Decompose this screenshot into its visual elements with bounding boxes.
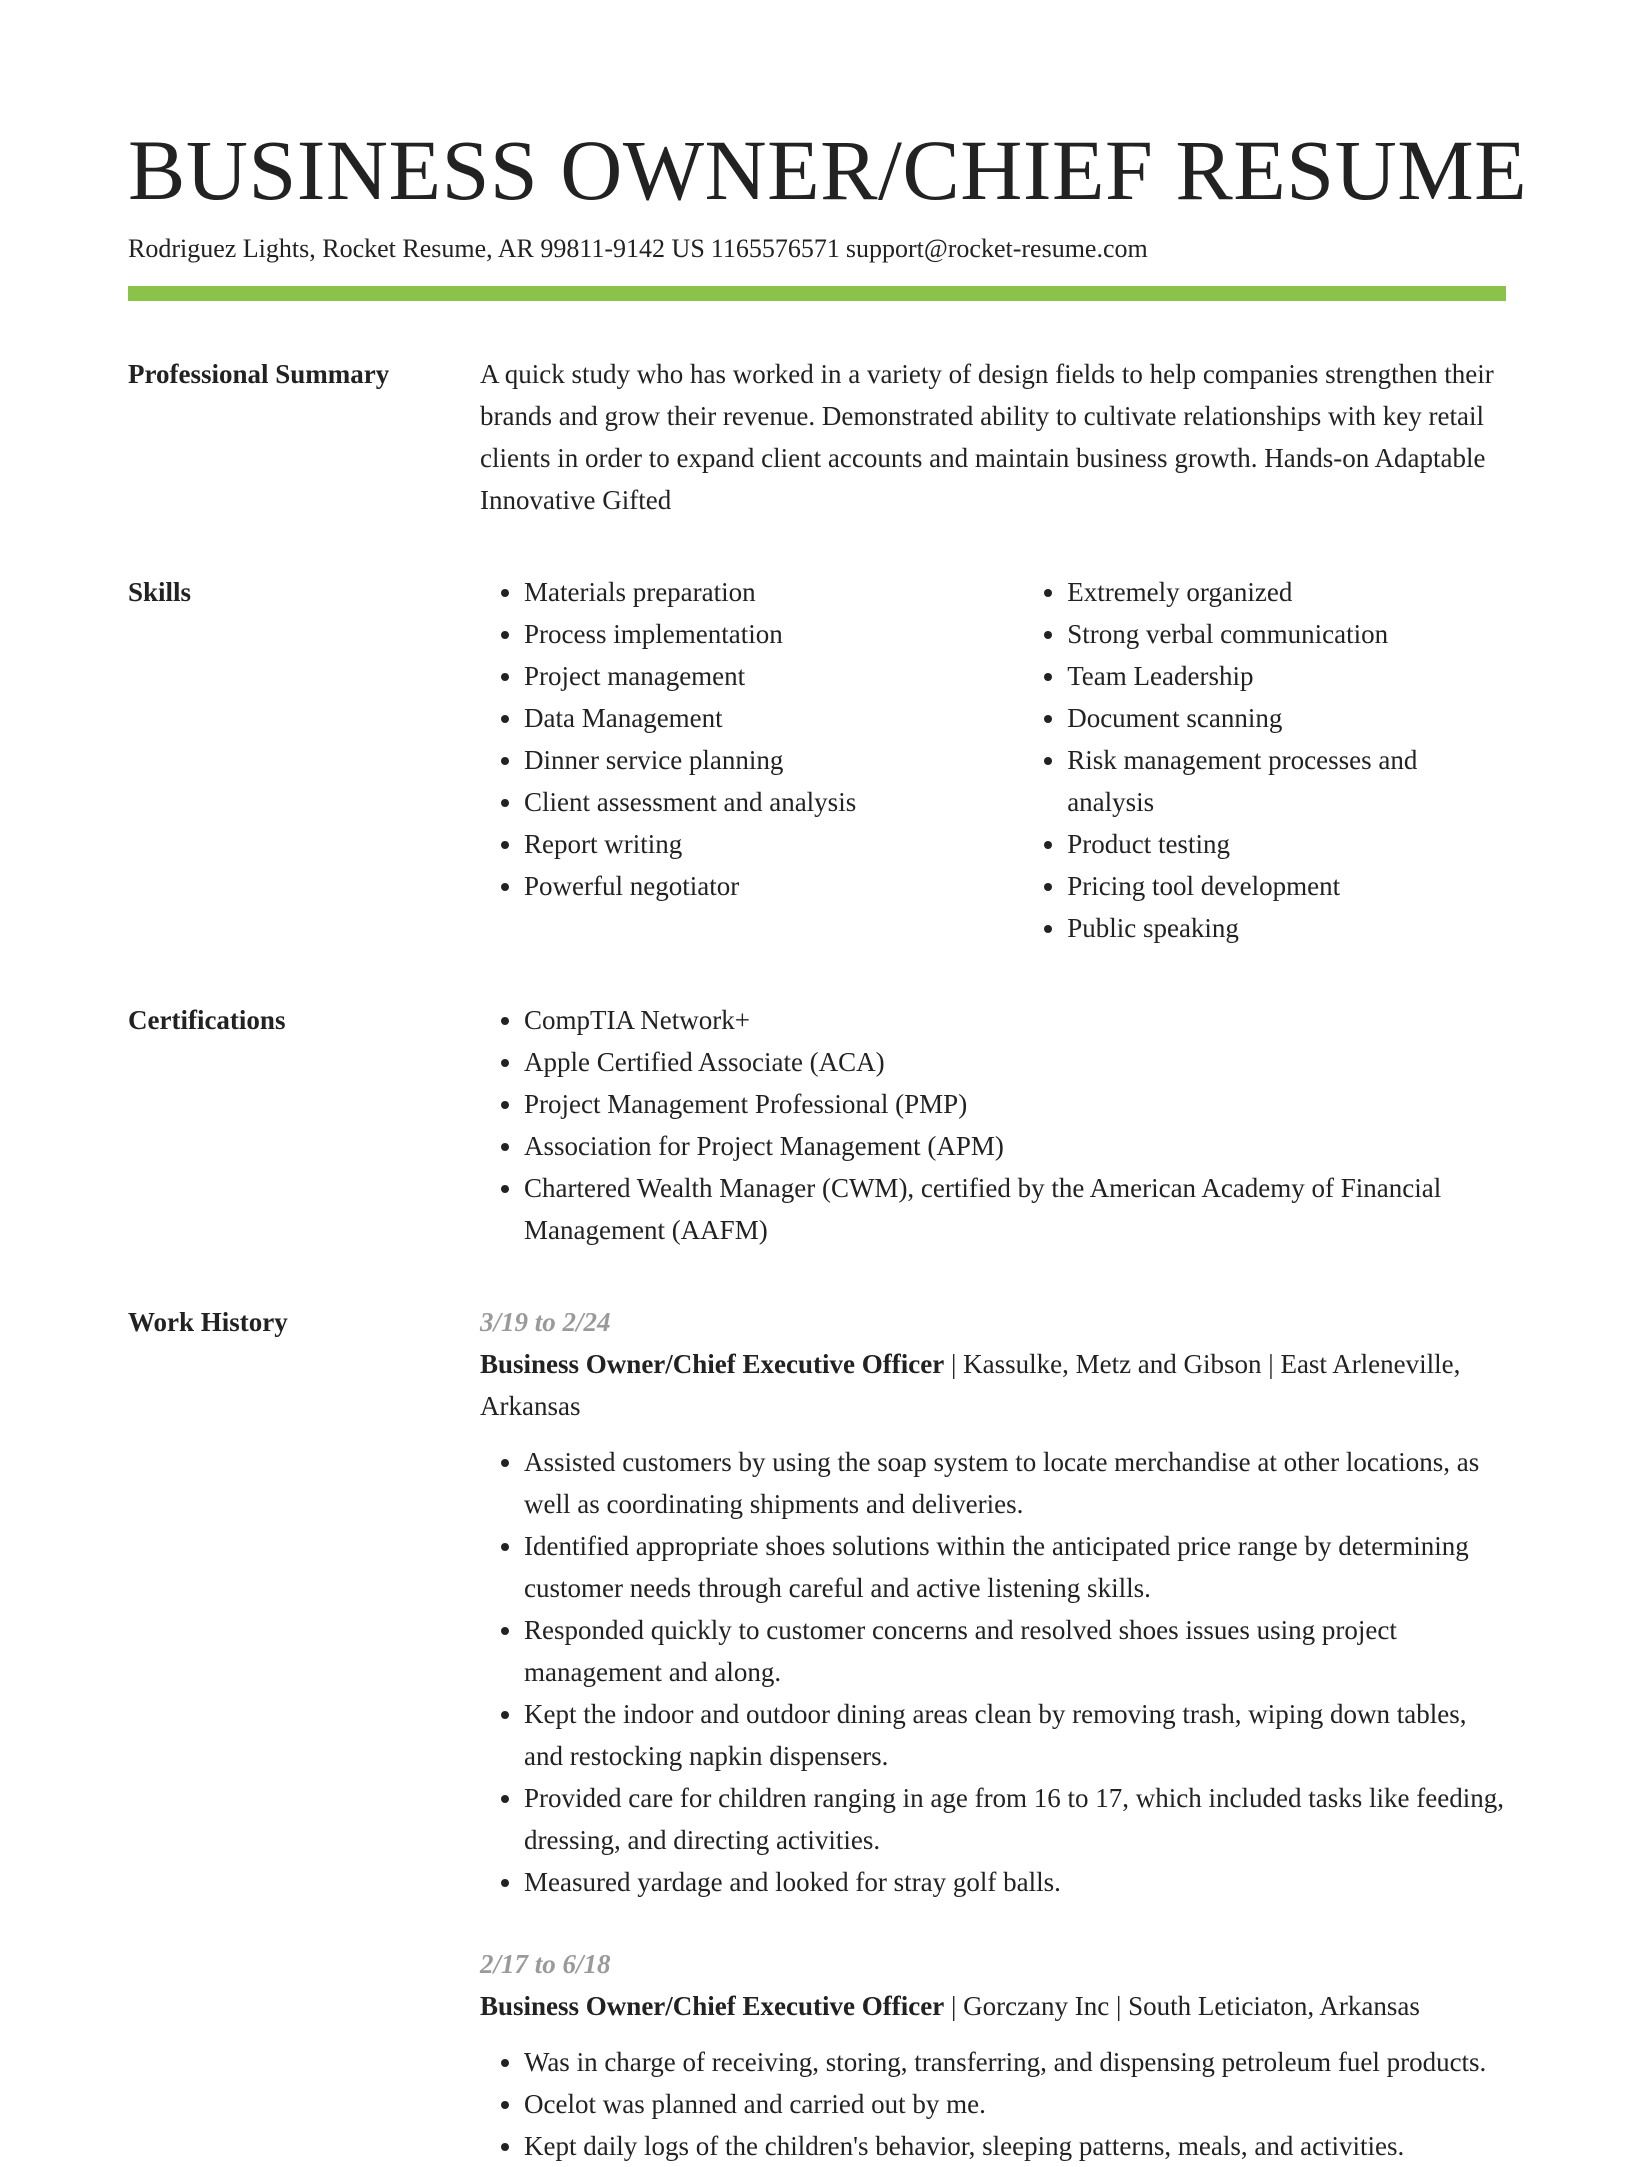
certification-item: • Apple Certified Associate (ACA): [524, 1041, 1506, 1083]
job-company-location: | Gorczany Inc | South Leticiaton, Arkansas: [944, 1991, 1420, 2021]
job-heading: [480, 1985, 1506, 2027]
skill-item: • Powerful negotiator: [524, 865, 1023, 907]
summary-body: [480, 353, 1506, 521]
resume-title: BUSINESS OWNER/CHIEF RESUME: [128, 122, 1528, 218]
header-divider: [128, 286, 1506, 301]
job-dates: 3/19 to 2/24: [480, 1307, 611, 1337]
certification-item: • Association for Project Management (APM): [524, 1125, 1506, 1167]
job-bullet: • Measured yardage and looked for stray golf balls.: [524, 1861, 1506, 1903]
job-bullet: • Kept daily logs of the children's behavior, sleeping patterns, meals, and activities.: [524, 2125, 1506, 2167]
skill-item: • Public speaking: [1067, 907, 1506, 949]
job-heading: [480, 1343, 1506, 1427]
job-bullets: [480, 2041, 1506, 2167]
skill-item: • Client assessment and analysis: [524, 781, 1023, 823]
job-entry: [480, 1301, 1506, 1903]
skill-item: • Report writing: [524, 823, 1023, 865]
certifications-label: Certifications: [128, 1005, 286, 1035]
certification-item: • Project Management Professional (PMP): [524, 1083, 1506, 1125]
job-dates: 2/17 to 6/18: [480, 1949, 611, 1979]
skill-item: • Risk management processes and analysis: [1067, 739, 1506, 823]
contact-phone: 1165576571: [710, 234, 840, 263]
skill-item: • Document scanning: [1067, 697, 1506, 739]
skill-item: • Process implementation: [524, 613, 1023, 655]
skill-item: • Materials preparation: [524, 571, 1023, 613]
skill-item: • Project management: [524, 655, 1023, 697]
job-company-location: | Kassulke, Metz and Gibson | East Arleneville, Arkansas: [480, 1349, 1461, 1421]
contact-address: Rodriguez Lights, Rocket Resume, AR 99811-9142 US: [128, 234, 705, 263]
resume-page: [128, 120, 1528, 2167]
skill-item: • Team Leadership: [1067, 655, 1506, 697]
skill-item: • Product testing: [1067, 823, 1506, 865]
job-bullet: • Responded quickly to customer concerns and resolved shoes issues using project management and along.: [524, 1609, 1506, 1693]
job-bullet: • Ocelot was planned and carried out by me.: [524, 2083, 1506, 2125]
work-history-body: [480, 1301, 1506, 2167]
skill-item: • Pricing tool development: [1067, 865, 1506, 907]
summary-text: A quick study who has worked in a variety of design fields to help companies strengthen their brands and grow their revenue. Demonstrated ability to cultivate relationships with key retail clients in order to expand client accounts and maintain business growth. Hands-on Adaptable Innovative Gifted: [480, 359, 1494, 515]
certifications-section: [128, 999, 1506, 1251]
skills-list-left: [480, 571, 1023, 949]
skill-item: • Extremely organized: [1067, 571, 1506, 613]
summary-section: [128, 353, 1506, 521]
job-bullet: • Kept the indoor and outdoor dining areas clean by removing trash, wiping down tables, and restocking napkin dispensers.: [524, 1693, 1506, 1777]
skill-item: • Strong verbal communication: [1067, 613, 1506, 655]
work-history-section: [128, 1301, 1506, 2167]
skill-item: • Dinner service planning: [524, 739, 1023, 781]
job-bullet: • Was in charge of receiving, storing, transferring, and dispensing petroleum fuel products.: [524, 2041, 1506, 2083]
summary-label: Professional Summary: [128, 359, 390, 389]
certification-item: • CompTIA Network+: [524, 999, 1506, 1041]
job-entry: [480, 1943, 1506, 2167]
certification-item: • Chartered Wealth Manager (CWM), certified by the American Academy of Financial Management (AAFM): [524, 1167, 1506, 1251]
job-bullets: [480, 1441, 1506, 1903]
skills-grid: [480, 571, 1506, 949]
job-bullet: • Identified appropriate shoes solutions within the anticipated price range by determining customer needs through careful and active listening skills.: [524, 1525, 1506, 1609]
contact-line: [128, 232, 1506, 266]
certifications-body: [480, 999, 1506, 1251]
skill-item: • Data Management: [524, 697, 1023, 739]
job-title: Business Owner/Chief Executive Officer: [480, 1991, 945, 2021]
skills-body: [480, 571, 1506, 949]
skills-label: Skills: [128, 577, 192, 607]
job-bullet: • Provided care for children ranging in age from 16 to 17, which included tasks like feeding, dressing, and directing activities.: [524, 1777, 1506, 1861]
contact-email: support@rocket-resume.com: [845, 234, 1148, 263]
skills-list-right: [1023, 571, 1506, 949]
job-title: Business Owner/Chief Executive Officer: [480, 1349, 945, 1379]
work-history-label: Work History: [128, 1307, 288, 1337]
skills-section: [128, 571, 1506, 949]
certifications-list: [480, 999, 1506, 1251]
job-bullet: • Assisted customers by using the soap system to locate merchandise at other locations, as well as coordinating shipments and deliveries.: [524, 1441, 1506, 1525]
